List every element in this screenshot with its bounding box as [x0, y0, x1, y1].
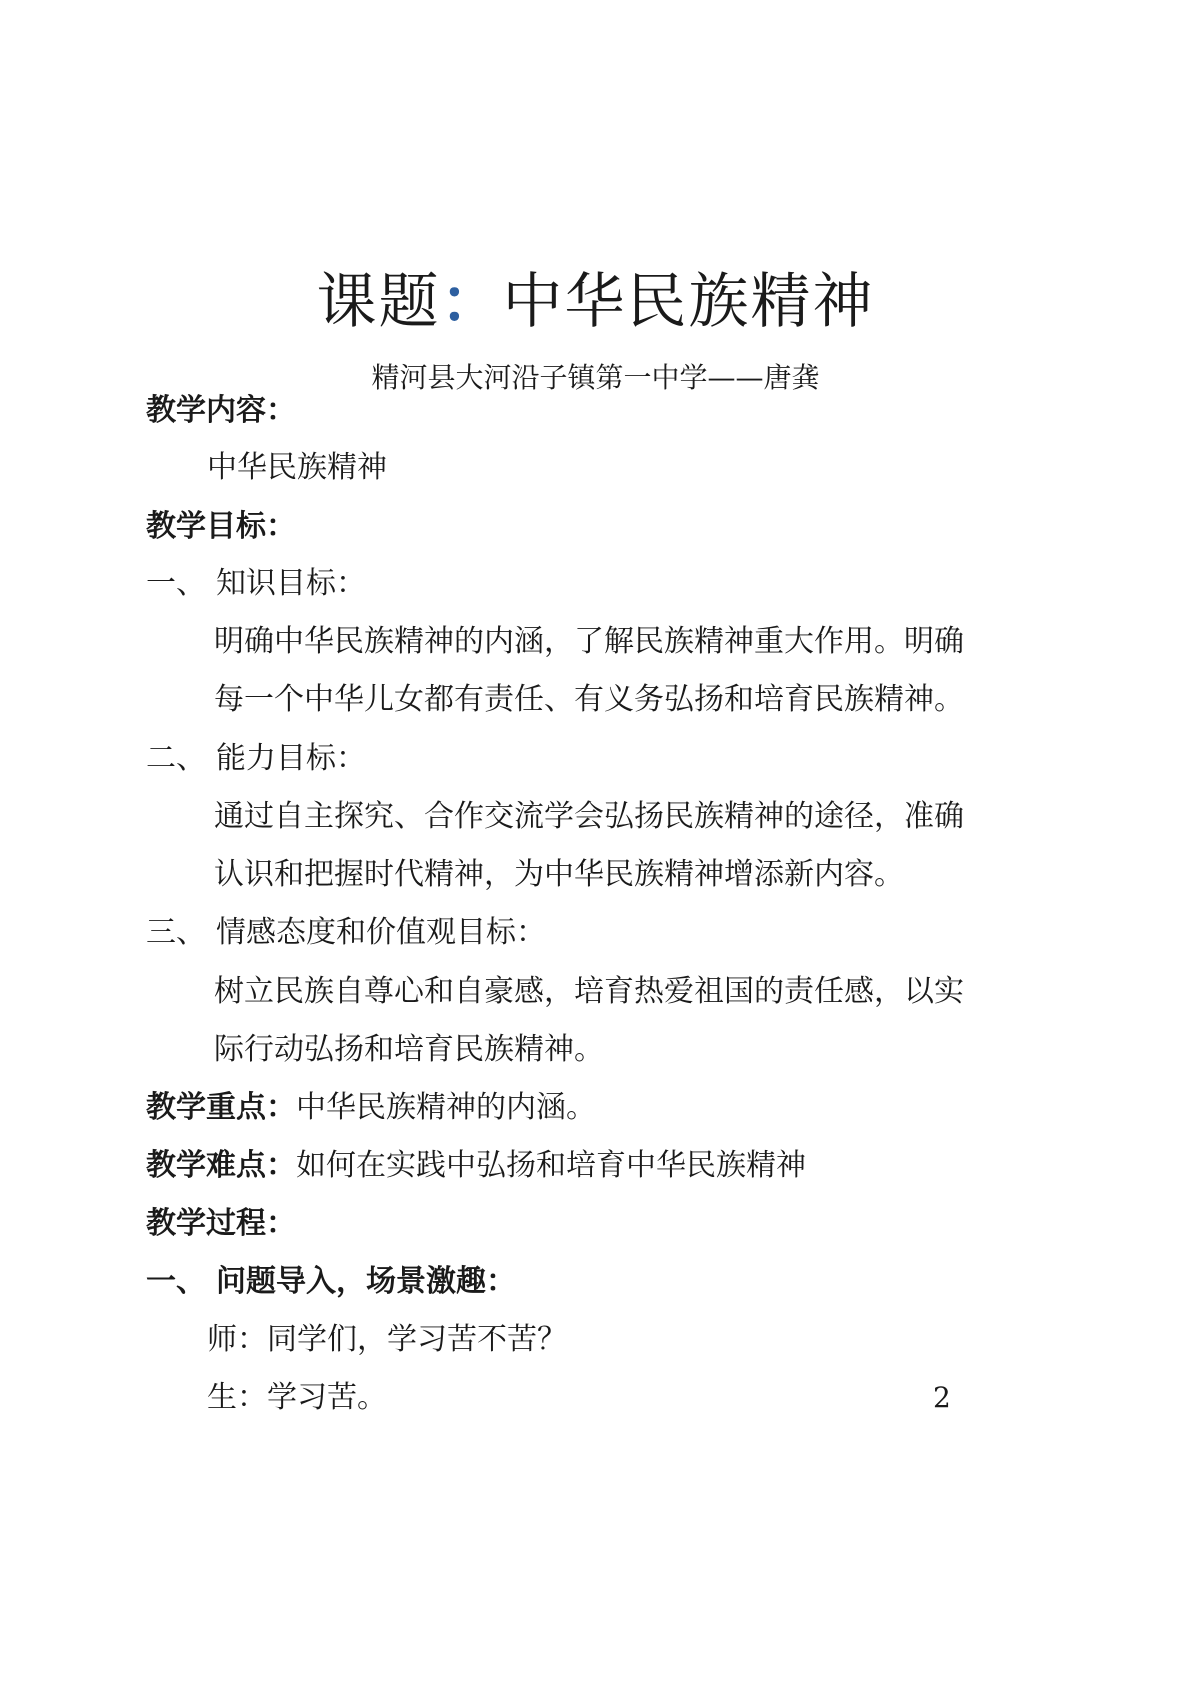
goal-number: 二、 [146, 741, 206, 776]
title-colon: ： [440, 267, 503, 337]
page-number: 2 [933, 1381, 951, 1414]
goal-attitude-heading [146, 911, 546, 955]
key-point-row [146, 1086, 596, 1130]
goal-title: 情感态度和价值观目标： [216, 915, 546, 950]
difficulty-text: 如何在实践中弘扬和培育中华民族精神 [296, 1148, 806, 1183]
goal-number: 三、 [146, 915, 206, 950]
goal-line: 明确中华民族精神的内涵，了解民族精神重大作用。明确 [214, 624, 964, 659]
dialogue-line: 生：学习苦。 [207, 1380, 387, 1415]
goal-knowledge-heading [146, 562, 366, 606]
title-prefix: 课题 [316, 267, 441, 337]
goal-title: 能力目标： [216, 741, 366, 776]
goal-line: 树立民族自尊心和自豪感，培育热爱祖国的责任感，以实 [214, 974, 964, 1009]
key-point-label: 教学重点： [146, 1090, 296, 1125]
goal-line: 通过自主探究、合作交流学会弘扬民族精神的途径，准确 [214, 799, 964, 834]
goal-number: 一、 [146, 566, 206, 601]
content-text: 中华民族精神 [207, 450, 387, 485]
process-label: 教学过程： [146, 1206, 296, 1241]
section-number: 一、 [146, 1264, 206, 1299]
difficulty-row [146, 1144, 806, 1188]
difficulty-label: 教学难点： [146, 1148, 296, 1183]
goal-title: 知识目标： [216, 566, 366, 601]
author-line: 精河县大河沿子镇第一中学——唐龚 [371, 361, 820, 394]
goal-line: 认识和把握时代精神，为中华民族精神增添新内容。 [214, 857, 904, 892]
goal-line: 际行动弘扬和培育民族精神。 [214, 1032, 604, 1067]
goal-ability-heading [146, 737, 366, 781]
section-title: 问题导入，场景激趣： [216, 1264, 516, 1299]
page-title [0, 262, 1191, 342]
process-section-heading [146, 1260, 516, 1304]
title-main: 中华民族精神 [502, 267, 875, 337]
goals-label: 教学目标： [146, 509, 296, 544]
content-label: 教学内容： [146, 393, 296, 428]
goal-line: 每一个中华儿女都有责任、有义务弘扬和培育民族精神。 [214, 682, 964, 717]
dialogue-line: 师：同学们，学习苦不苦？ [207, 1322, 567, 1357]
key-point-text: 中华民族精神的内涵。 [296, 1090, 596, 1125]
